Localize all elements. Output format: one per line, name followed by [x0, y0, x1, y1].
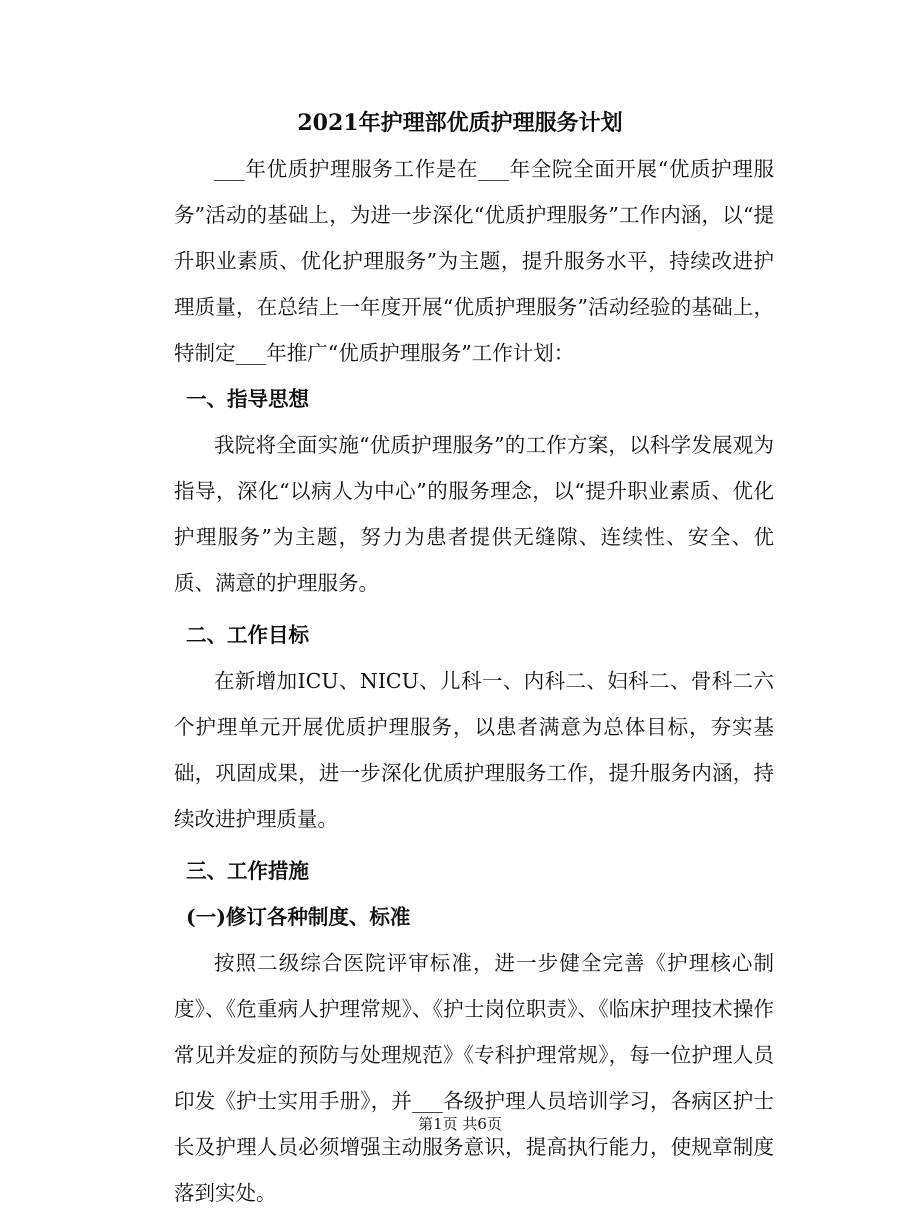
section-heading-work-measures: 三、工作措施 — [186, 859, 309, 883]
document-body — [174, 146, 774, 1216]
subsection-heading-revise-rules: (一)修订各种制度、标准 — [186, 905, 411, 929]
section-heading-guiding-thought: 一、指导思想 — [186, 387, 309, 411]
document-title: 2021年护理部优质护理服务计划 — [297, 110, 623, 136]
guiding-thought-paragraph: 我院将全面实施“优质护理服务”的工作方案，以科学发展观为指导，深化“以病人为中心”的服务理念，以“提升职业素质、优化护理服务”为主题，努力为患者提供无缝隙、连续性、安全、优质、满意的护理服务。 — [174, 433, 774, 595]
section-heading-work-goals: 二、工作目标 — [186, 623, 309, 647]
page-indicator: 第1页 共6页 — [418, 1115, 502, 1133]
work-goals-paragraph: 在新增加ICU、NICU、儿科一、内科二、妇科二、骨科二六个护理单元开展优质护理服务，以患者满意为总体目标，夯实基础，巩固成果，进一步深化优质护理服务工作，提升服务内涵，持续改进护理质量。 — [174, 669, 774, 831]
intro-paragraph: ___年优质护理服务工作是在___年全院全面开展“优质护理服务”活动的基础上，为进一步深化“优质护理服务”工作内涵，以“提升职业素质、优化护理服务”为主题，提升服务水平，持续改进护理质量，在总结上一年度开展“优质护理服务”活动经验的基础上，特制定___年推广“优质护理服务”工作计划： — [174, 157, 774, 365]
revise-rules-paragraph: 按照二级综合医院评审标准，进一步健全完善《护理核心制度》、《危重病人护理常规》、《护士岗位职责》、《临床护理技术操作常见并发症的预防与处理规范》《专科护理常规》，每一位护理人员印发《护士实用手册》，并___各级护理人员培训学习，各病区护士长及护理人员必须增强主动服务意识，提高执行能力，使规章制度落到实处。 — [174, 951, 774, 1205]
